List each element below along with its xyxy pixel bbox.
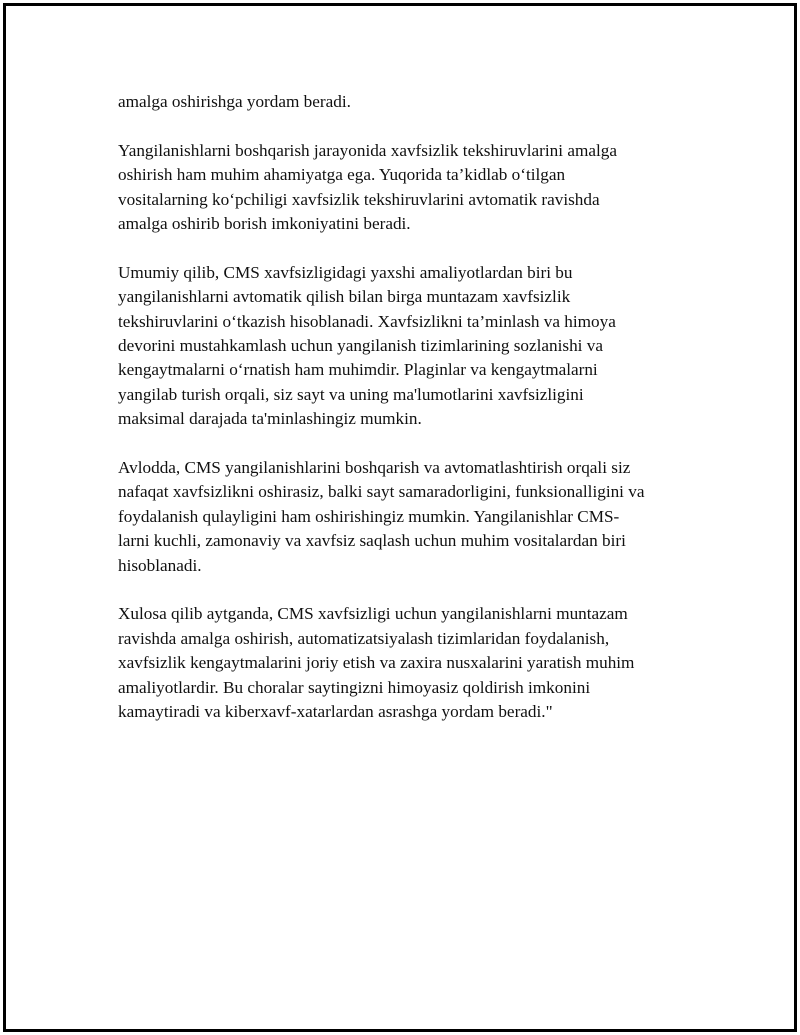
text-line: ravishda amalga oshirish, automatizatsiyalash tizimlaridan foydalanish, [118,628,610,648]
paragraph [118,139,698,237]
text-line: kengaytmalarni o‘rnatish ham muhimdir. Plaginlar va kengaytmalarni [118,360,598,380]
text-line: larni kuchli, zamonaviy va xavfsiz saqlash uchun muhim vositalardan biri [118,531,626,551]
text-line: Xulosa qilib aytganda, CMS xavfsizligi uchun yangilanishlarni muntazam [118,604,628,624]
text-line: hisoblanadi. [118,555,202,575]
text-line: amalga oshirishga yordam beradi. [118,92,351,111]
text-line: xavfsizlik kengaytmalarini joriy etish va zaxira nusxalarini yaratish muhim [118,653,635,673]
paragraph-gap [118,236,698,260]
paragraph [118,90,698,114]
text-line: oshirish ham muhim ahamiyatga ega. Yuqorida ta’kidlab o‘tilgan [118,165,566,185]
text-line: Avlodda, CMS yangilanishlarini boshqarish va avtomatlashtirish orqali siz [118,458,631,478]
paragraph [118,261,698,432]
document-body [118,90,698,725]
text-line: Umumiy qilib, CMS xavfsizligidagi yaxshi amaliyotlardan biri bu [118,262,573,282]
text-line: yangilab turish orqali, siz sayt va uning ma'lumotlarini xavfsizligini [118,384,584,404]
paragraph-gap [118,114,698,138]
paragraph-gap [118,578,698,602]
text-line: tekshiruvlarini o‘tkazish hisoblanadi. Xavfsizlikni ta’minlash va himoya [118,311,616,331]
text-line: foydalanish qulayligini ham oshirishingiz mumkin. Yangilanishlar CMS- [118,506,620,526]
text-line: Yangilanishlarni boshqarish jarayonida xavfsizlik tekshiruvlarini amalga [118,140,617,160]
text-line: kamaytiradi va kiberxavf-xatarlardan asrashga yordam beradi." [118,702,553,722]
text-line: nafaqat xavfsizlikni oshirasiz, balki sayt samaradorligini, funksionalligini va [118,482,645,502]
text-line: vositalarning ko‘pchiligi xavfsizlik tekshiruvlarini avtomatik ravishda [118,189,600,209]
text-line: amaliyotlardir. Bu choralar saytingizni himoyasiz qoldirish imkonini [118,677,591,697]
paragraph-gap [118,432,698,456]
text-line: yangilanishlarni avtomatik qilish bilan birga muntazam xavfsizlik [118,287,571,307]
text-line: maksimal darajada ta'minlashingiz mumkin. [118,409,422,429]
text-line: amalga oshirib borish imkoniyatini beradi. [118,214,411,234]
paragraph [118,456,698,578]
text-line: devorini mustahkamlash uchun yangilanish tizimlarining sozlanishi va [118,336,603,356]
paragraph [118,602,698,724]
